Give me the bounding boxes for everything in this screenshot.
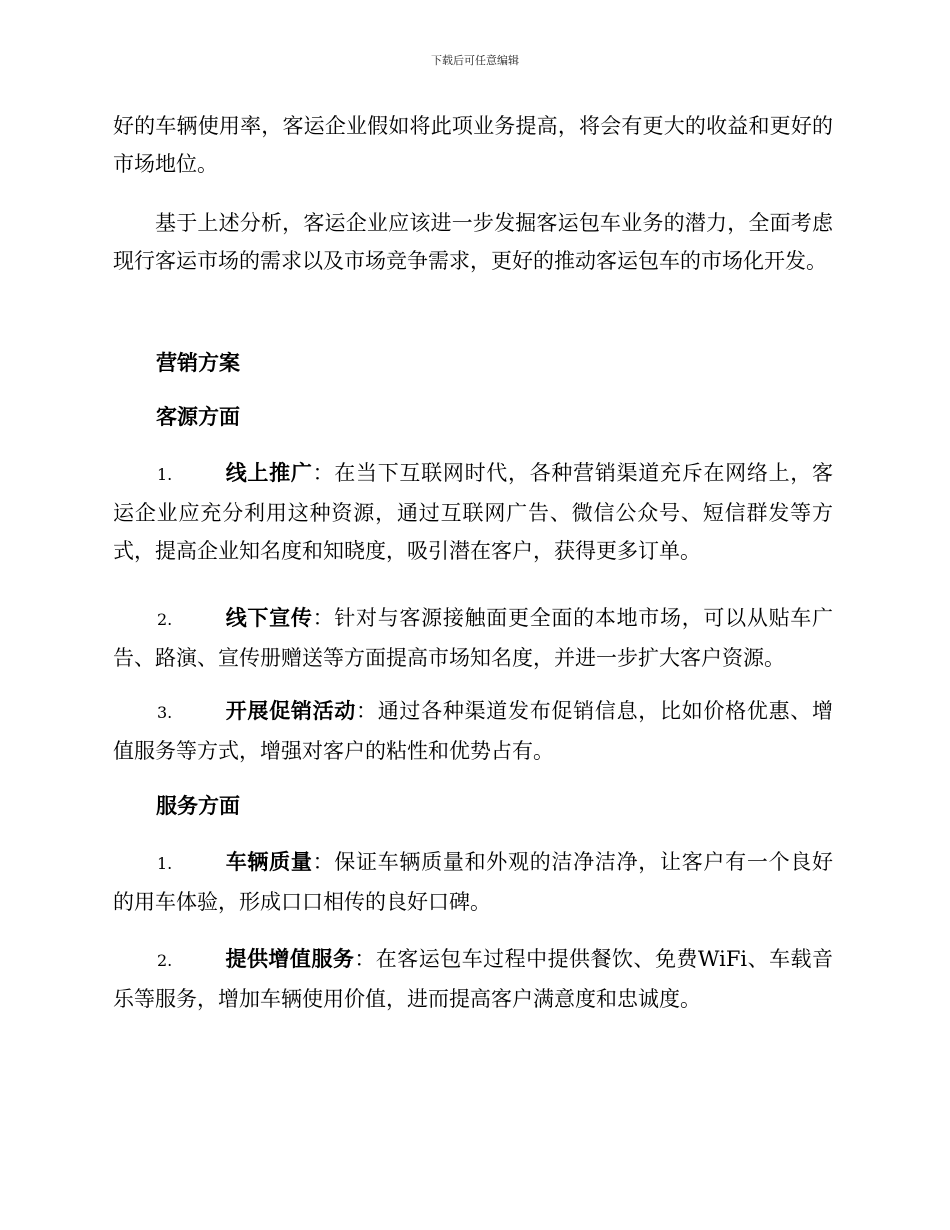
list-item-lead: 开展促销活动: [225, 698, 356, 723]
heading-service: 服务方面: [156, 793, 240, 818]
list-item-text: ：在客运包车过程中提供餐饮、免费WiFi、车载音乐等服务，增加车辆使用价值，进而提高客户满意度和忠诚度。: [113, 947, 834, 1011]
list-item-value-added-services: [113, 940, 833, 1018]
list-number: 1.: [157, 854, 173, 873]
intro-paragraph-2: [113, 204, 833, 280]
list-item-lead: 车辆质量: [225, 849, 313, 874]
list-item-lead: 线下宣传: [225, 605, 313, 630]
list-item-text: ：在当下互联网时代，各种营销渠道充斥在网络上，客运企业应充分利用这种资源，通过互联网广告、微信公众号、短信群发等方式，提高企业知名度和知晓度，吸引潜在客户，获得更多订单。: [113, 461, 834, 563]
list-item-promotions: [113, 692, 833, 770]
list-item-text: ：保证车辆质量和外观的洁净洁净，让客户有一个良好的用车体验，形成口口相传的良好口碑。: [113, 850, 834, 914]
intro-text-1: 好的车辆使用率，客运企业假如将此项业务提高，将会有更大的收益和更好的市场地位。: [113, 114, 833, 176]
heading-marketing-plan: 营销方案: [156, 350, 240, 375]
list-item-lead: 提供增值服务: [225, 946, 355, 971]
list-number: 1.: [157, 465, 173, 484]
list-item-vehicle-quality: [113, 843, 833, 921]
list-number: 3.: [157, 703, 173, 722]
list-item-text: ：通过各种渠道发布促销信息，比如价格优惠、增值服务等方式，增强对客户的粘性和优势占有。: [113, 699, 833, 763]
intro-text-2: 基于上述分析，客运企业应该进一步发掘客运包车业务的潜力，全面考虑现行客运市场的需求以及市场竞争需求，更好的推动客运包车的市场化开发。: [113, 211, 833, 273]
list-item-offline-publicity: [113, 599, 833, 677]
list-item-online-promotion: [113, 454, 833, 570]
list-item-text: ：针对与客源接触面更全面的本地市场，可以从贴车广告、路演、宣传册赠送等方面提高市场知名度，并进一步扩大客户资源。: [113, 606, 834, 670]
heading-customer-source: 客源方面: [156, 404, 240, 429]
page-header-note: 下载后可任意编辑: [431, 54, 519, 67]
intro-paragraph-1: [113, 107, 833, 183]
list-number: 2.: [157, 610, 173, 629]
list-item-lead: 线上推广: [225, 460, 313, 485]
list-number: 2.: [157, 951, 173, 970]
